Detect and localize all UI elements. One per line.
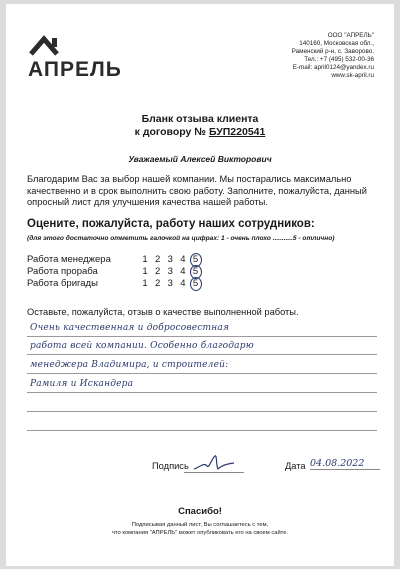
score-5[interactable]: 5	[191, 266, 201, 278]
score-3[interactable]: 3	[167, 254, 173, 265]
thanks-text: Спасибо!	[178, 506, 222, 517]
review-line-2[interactable]: работа всей компании. Особенно благодарю	[30, 341, 254, 351]
company-logo	[28, 34, 148, 84]
score-3[interactable]: 3	[167, 278, 173, 289]
form-title-line2	[6, 126, 394, 139]
feedback-form-sheet	[6, 4, 394, 566]
company-name: ООО "АПРЕЛЬ"	[327, 32, 374, 39]
rate-note: (для этого достаточно отметить галочкой на цифрах: 1 - очень плохо ...........5 - отлично)	[27, 235, 335, 242]
form-title	[6, 113, 394, 139]
company-address-1: 140160, Московская обл.,	[299, 40, 374, 47]
contract-number: БУП220541	[208, 126, 266, 138]
score-4[interactable]: 4	[180, 254, 186, 265]
date-value[interactable]: 04.08.2022	[310, 458, 380, 470]
score-4[interactable]: 4	[180, 278, 186, 289]
review-rule	[27, 430, 377, 431]
rating-label: Работа бригады	[27, 278, 98, 289]
company-address-2: Раменский р-н, с. Заворово.	[291, 48, 374, 55]
company-contacts	[244, 32, 374, 80]
score-2[interactable]: 2	[154, 254, 161, 265]
score-1[interactable]: 1	[142, 254, 148, 265]
review-line-4[interactable]: Рамиля и Искандера	[30, 379, 134, 389]
score-2[interactable]: 2	[154, 278, 161, 289]
contract-prefix: к договору №	[134, 126, 209, 138]
score-1[interactable]: 1	[142, 266, 148, 277]
signature-line	[184, 472, 244, 473]
company-website: www.sk-april.ru	[331, 72, 374, 79]
signature-scribble[interactable]	[190, 452, 240, 474]
rating-scores	[140, 254, 201, 266]
review-line-3[interactable]: менеджера Владимира, и строителей:	[30, 360, 229, 370]
company-email: E-mail: april0124@yandex.ru	[292, 64, 374, 71]
consent-footer	[6, 521, 394, 537]
logo-text: АПРЕЛЬ	[28, 58, 122, 81]
greeting: Уважаемый Алексей Викторович	[128, 154, 272, 164]
score-2[interactable]: 2	[154, 266, 161, 277]
review-rule	[27, 411, 377, 412]
form-title-line1: Бланк отзыва клиента	[141, 113, 259, 125]
rating-scores	[140, 266, 201, 278]
review-rule	[27, 336, 377, 337]
review-rule	[27, 373, 377, 374]
score-1[interactable]: 1	[142, 278, 148, 289]
footer-line-2: что компания "АПРЕЛЬ" может опубликовать его на своем сайте.	[111, 530, 289, 536]
signature-label: Подпись	[152, 461, 189, 471]
review-rule	[27, 354, 377, 355]
rate-heading: Оцените, пожалуйста, работу наших сотрудников:	[27, 218, 315, 230]
company-phone: Тел.: +7 (495) 532-00-36	[304, 56, 374, 63]
score-5[interactable]: 5	[191, 254, 201, 266]
intro-text: Благодарим Вас за выбор нашей компании. Мы постарались максимально качественно и в срок выполнить свою работу. Заполните, пожалуйста, данный опросный лист для улучшения качества нашей работы.	[27, 174, 367, 207]
rating-scores	[140, 278, 201, 290]
rating-label: Работа прораба	[27, 266, 98, 277]
score-4[interactable]: 4	[180, 266, 186, 277]
review-line-1[interactable]: Очень качественная и добросовестная	[30, 323, 230, 333]
rating-label: Работа менеджера	[27, 254, 111, 265]
roof-icon	[28, 34, 68, 56]
date-label: Дата	[285, 461, 306, 471]
review-rule	[27, 392, 377, 393]
footer-line-1: Подписывая данный лист, Вы соглашаетесь с тем,	[131, 522, 269, 528]
score-5[interactable]: 5	[191, 278, 201, 290]
score-3[interactable]: 3	[167, 266, 173, 277]
review-prompt: Оставьте, пожалуйста, отзыв о качестве выполненной работы.	[27, 307, 299, 317]
